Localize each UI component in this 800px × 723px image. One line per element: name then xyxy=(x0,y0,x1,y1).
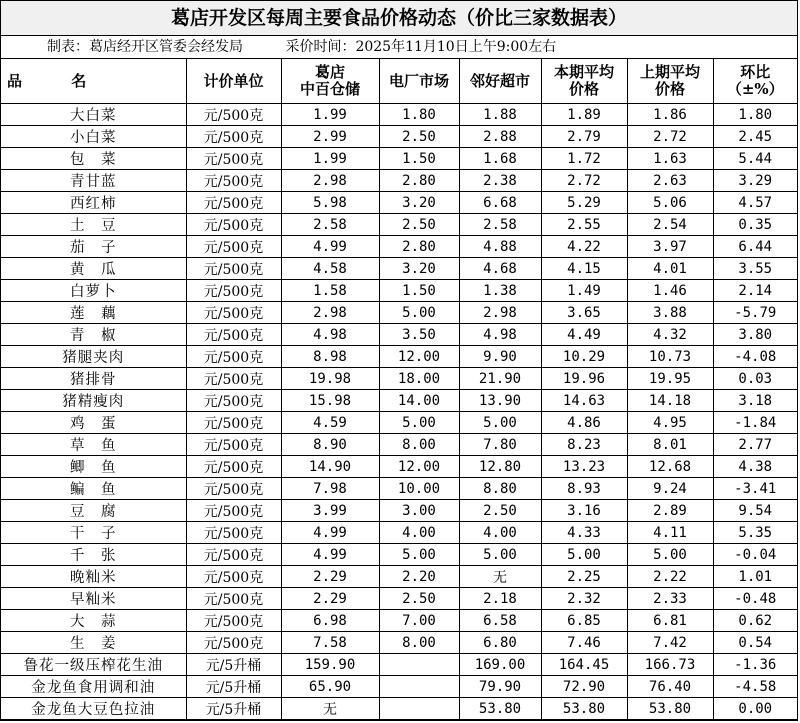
header-store-linhao: 邻好超市 xyxy=(459,59,541,104)
price-zhongbai: 6.98 xyxy=(281,610,379,632)
price-zhongbai: 4.98 xyxy=(281,324,379,346)
price-zhongbai: 19.98 xyxy=(281,368,379,390)
avg-previous: 2.54 xyxy=(627,214,713,236)
price-linhao: 53.80 xyxy=(459,698,541,720)
avg-current: 164.45 xyxy=(541,654,627,676)
avg-previous: 10.73 xyxy=(627,346,713,368)
price-dianchang: 14.00 xyxy=(379,390,459,412)
price-zhongbai: 159.90 xyxy=(281,654,379,676)
table-body xyxy=(1,104,797,720)
item-name: 小白菜 xyxy=(1,126,186,148)
price-zhongbai: 1.58 xyxy=(281,280,379,302)
avg-current: 2.25 xyxy=(541,566,627,588)
avg-previous: 2.63 xyxy=(627,170,713,192)
item-name: 猪精瘦肉 xyxy=(1,390,186,412)
price-unit: 元/500克 xyxy=(186,500,281,522)
price-zhongbai: 4.99 xyxy=(281,236,379,258)
avg-current: 4.15 xyxy=(541,258,627,280)
price-linhao: 1.38 xyxy=(459,280,541,302)
avg-current: 5.29 xyxy=(541,192,627,214)
change-percent: 3.55 xyxy=(713,258,797,280)
item-name: 千 张 xyxy=(1,544,186,566)
table-row xyxy=(1,302,797,324)
item-name: 青 椒 xyxy=(1,324,186,346)
header-avg-previous-line1: 上期平均 xyxy=(639,63,700,81)
price-linhao: 无 xyxy=(459,566,541,588)
price-linhao: 1.88 xyxy=(459,104,541,126)
header-avg-previous-line2: 价格 xyxy=(654,80,685,98)
avg-previous: 76.40 xyxy=(627,676,713,698)
price-zhongbai: 4.99 xyxy=(281,544,379,566)
header-change-line2: （±%） xyxy=(726,80,784,98)
change-percent: 0.03 xyxy=(713,368,797,390)
item-name: 西红柿 xyxy=(1,192,186,214)
price-linhao: 2.38 xyxy=(459,170,541,192)
avg-current: 6.85 xyxy=(541,610,627,632)
price-linhao: 13.90 xyxy=(459,390,541,412)
table-row xyxy=(1,104,797,126)
price-unit: 元/500克 xyxy=(186,632,281,654)
table-row xyxy=(1,148,797,170)
avg-previous: 3.88 xyxy=(627,302,713,324)
price-unit: 元/5升桶 xyxy=(186,676,281,698)
price-zhongbai: 4.59 xyxy=(281,412,379,434)
price-linhao: 79.90 xyxy=(459,676,541,698)
avg-current: 5.00 xyxy=(541,544,627,566)
table-row xyxy=(1,456,797,478)
table-row xyxy=(1,170,797,192)
change-percent: -0.48 xyxy=(713,588,797,610)
price-unit: 元/500克 xyxy=(186,148,281,170)
item-name: 金龙鱼食用调和油 xyxy=(1,676,186,698)
change-percent: 3.29 xyxy=(713,170,797,192)
table-row xyxy=(1,390,797,412)
avg-previous: 14.18 xyxy=(627,390,713,412)
price-dianchang xyxy=(379,654,459,676)
price-unit: 元/500克 xyxy=(186,544,281,566)
price-zhongbai: 4.99 xyxy=(281,522,379,544)
header-store-dianchang: 电厂市场 xyxy=(379,59,459,104)
table-row xyxy=(1,698,797,720)
avg-previous: 5.00 xyxy=(627,544,713,566)
price-linhao: 1.68 xyxy=(459,148,541,170)
price-linhao: 4.00 xyxy=(459,522,541,544)
price-dianchang: 7.00 xyxy=(379,610,459,632)
avg-current: 53.80 xyxy=(541,698,627,720)
price-dianchang: 8.00 xyxy=(379,632,459,654)
change-percent: 6.44 xyxy=(713,236,797,258)
avg-previous: 2.33 xyxy=(627,588,713,610)
price-unit: 元/500克 xyxy=(186,236,281,258)
item-name: 早籼米 xyxy=(1,588,186,610)
table-row xyxy=(1,346,797,368)
change-percent: 2.14 xyxy=(713,280,797,302)
change-percent: -5.79 xyxy=(713,302,797,324)
table-row xyxy=(1,522,797,544)
price-linhao: 9.90 xyxy=(459,346,541,368)
avg-previous: 9.24 xyxy=(627,478,713,500)
change-percent: 5.44 xyxy=(713,148,797,170)
avg-current: 1.72 xyxy=(541,148,627,170)
avg-current: 10.29 xyxy=(541,346,627,368)
price-unit: 元/500克 xyxy=(186,434,281,456)
price-unit: 元/5升桶 xyxy=(186,698,281,720)
change-percent: 0.35 xyxy=(713,214,797,236)
avg-current: 4.22 xyxy=(541,236,627,258)
price-zhongbai: 7.58 xyxy=(281,632,379,654)
header-store-zhongbai-line1: 葛店 xyxy=(314,63,345,81)
price-linhao: 6.80 xyxy=(459,632,541,654)
change-percent: -3.41 xyxy=(713,478,797,500)
table-row xyxy=(1,654,797,676)
avg-previous: 3.97 xyxy=(627,236,713,258)
price-linhao: 6.68 xyxy=(459,192,541,214)
avg-current: 8.23 xyxy=(541,434,627,456)
price-zhongbai: 2.58 xyxy=(281,214,379,236)
price-unit: 元/500克 xyxy=(186,478,281,500)
header-avg-current-line2: 价格 xyxy=(568,80,599,98)
avg-previous: 166.73 xyxy=(627,654,713,676)
avg-current: 1.89 xyxy=(541,104,627,126)
price-dianchang: 1.80 xyxy=(379,104,459,126)
table-row xyxy=(1,236,797,258)
header-unit: 计价单位 xyxy=(186,59,281,104)
price-unit: 元/500克 xyxy=(186,170,281,192)
price-linhao: 169.00 xyxy=(459,654,541,676)
table-row xyxy=(1,588,797,610)
price-dianchang: 8.00 xyxy=(379,434,459,456)
avg-previous: 5.06 xyxy=(627,192,713,214)
sheet-meta xyxy=(1,36,797,59)
avg-current: 13.23 xyxy=(541,456,627,478)
avg-current: 2.55 xyxy=(541,214,627,236)
price-dianchang: 10.00 xyxy=(379,478,459,500)
price-zhongbai: 7.98 xyxy=(281,478,379,500)
price-zhongbai: 2.29 xyxy=(281,588,379,610)
change-percent: 3.18 xyxy=(713,390,797,412)
avg-current: 3.16 xyxy=(541,500,627,522)
header-row xyxy=(1,59,797,104)
price-zhongbai: 8.98 xyxy=(281,346,379,368)
avg-previous: 4.11 xyxy=(627,522,713,544)
price-dianchang: 2.50 xyxy=(379,588,459,610)
item-name: 大 蒜 xyxy=(1,610,186,632)
price-linhao: 21.90 xyxy=(459,368,541,390)
avg-previous: 19.95 xyxy=(627,368,713,390)
header-change-line1: 环比 xyxy=(740,63,771,81)
price-dianchang: 5.00 xyxy=(379,412,459,434)
item-name: 土 豆 xyxy=(1,214,186,236)
table-row xyxy=(1,192,797,214)
table-row xyxy=(1,478,797,500)
header-avg-current-line1: 本期平均 xyxy=(553,63,614,81)
change-percent: 0.62 xyxy=(713,610,797,632)
header-store-zhongbai xyxy=(281,59,379,104)
item-name: 猪排骨 xyxy=(1,368,186,390)
price-linhao: 2.88 xyxy=(459,126,541,148)
item-name: 鲫 鱼 xyxy=(1,456,186,478)
avg-previous: 53.80 xyxy=(627,698,713,720)
change-percent: 9.54 xyxy=(713,500,797,522)
table-row xyxy=(1,676,797,698)
change-percent: 0.00 xyxy=(713,698,797,720)
item-name: 鸡 蛋 xyxy=(1,412,186,434)
avg-current: 2.79 xyxy=(541,126,627,148)
price-zhongbai: 2.98 xyxy=(281,302,379,324)
price-zhongbai: 2.29 xyxy=(281,566,379,588)
change-percent: 1.01 xyxy=(713,566,797,588)
price-dianchang xyxy=(379,698,459,720)
price-linhao: 4.88 xyxy=(459,236,541,258)
price-unit: 元/500克 xyxy=(186,126,281,148)
avg-previous: 2.72 xyxy=(627,126,713,148)
table-row xyxy=(1,126,797,148)
price-dianchang: 2.80 xyxy=(379,236,459,258)
price-dianchang: 3.00 xyxy=(379,500,459,522)
price-dianchang: 2.50 xyxy=(379,126,459,148)
price-dianchang: 2.80 xyxy=(379,170,459,192)
price-dianchang: 4.00 xyxy=(379,522,459,544)
table-row xyxy=(1,566,797,588)
avg-previous: 1.46 xyxy=(627,280,713,302)
price-unit: 元/500克 xyxy=(186,258,281,280)
avg-current: 8.93 xyxy=(541,478,627,500)
price-zhongbai: 65.90 xyxy=(281,676,379,698)
price-dianchang: 2.50 xyxy=(379,214,459,236)
sheet-title: 葛店开发区每周主要食品价格动态（价比三家数据表） xyxy=(1,1,797,36)
item-name: 茄 子 xyxy=(1,236,186,258)
price-table xyxy=(1,59,797,720)
change-percent: -4.58 xyxy=(713,676,797,698)
header-avg-previous xyxy=(627,59,713,104)
change-percent: 4.38 xyxy=(713,456,797,478)
avg-previous: 2.89 xyxy=(627,500,713,522)
price-linhao: 12.80 xyxy=(459,456,541,478)
change-percent: 2.45 xyxy=(713,126,797,148)
avg-current: 2.72 xyxy=(541,170,627,192)
change-percent: 3.80 xyxy=(713,324,797,346)
avg-current: 7.46 xyxy=(541,632,627,654)
avg-current: 1.49 xyxy=(541,280,627,302)
change-percent: -1.36 xyxy=(713,654,797,676)
price-linhao: 8.80 xyxy=(459,478,541,500)
price-unit: 元/500克 xyxy=(186,302,281,324)
price-linhao: 2.50 xyxy=(459,500,541,522)
price-zhongbai: 4.58 xyxy=(281,258,379,280)
price-unit: 元/500克 xyxy=(186,368,281,390)
price-linhao: 5.00 xyxy=(459,544,541,566)
price-unit: 元/500克 xyxy=(186,104,281,126)
change-percent: -4.08 xyxy=(713,346,797,368)
item-name: 白萝卜 xyxy=(1,280,186,302)
item-name: 草 鱼 xyxy=(1,434,186,456)
price-dianchang: 12.00 xyxy=(379,346,459,368)
change-percent: 2.77 xyxy=(713,434,797,456)
avg-previous: 1.86 xyxy=(627,104,713,126)
table-row xyxy=(1,412,797,434)
avg-current: 14.63 xyxy=(541,390,627,412)
item-name: 干 子 xyxy=(1,522,186,544)
price-unit: 元/500克 xyxy=(186,324,281,346)
price-unit: 元/500克 xyxy=(186,610,281,632)
price-zhongbai: 14.90 xyxy=(281,456,379,478)
collection-time-text: 采价时间：2025年11月10日上午9:00左右 xyxy=(285,39,557,55)
price-unit: 元/500克 xyxy=(186,192,281,214)
item-name: 鳊 鱼 xyxy=(1,478,186,500)
price-unit: 元/500克 xyxy=(186,214,281,236)
header-store-zhongbai-line2: 中百仓储 xyxy=(299,80,360,98)
item-name: 黄 瓜 xyxy=(1,258,186,280)
price-zhongbai: 无 xyxy=(281,698,379,720)
avg-current: 4.86 xyxy=(541,412,627,434)
price-dianchang: 1.50 xyxy=(379,280,459,302)
price-zhongbai: 2.98 xyxy=(281,170,379,192)
price-zhongbai: 5.98 xyxy=(281,192,379,214)
table-row xyxy=(1,280,797,302)
price-linhao: 4.98 xyxy=(459,324,541,346)
maker-text: 制表：葛店经开区管委会经发局 xyxy=(47,39,243,55)
price-unit: 元/500克 xyxy=(186,412,281,434)
item-name: 生 姜 xyxy=(1,632,186,654)
avg-previous: 6.81 xyxy=(627,610,713,632)
avg-previous: 12.68 xyxy=(627,456,713,478)
header-change xyxy=(713,59,797,104)
table-row xyxy=(1,324,797,346)
price-linhao: 2.58 xyxy=(459,214,541,236)
price-dianchang: 1.50 xyxy=(379,148,459,170)
price-unit: 元/5升桶 xyxy=(186,654,281,676)
item-name: 豆 腐 xyxy=(1,500,186,522)
price-dianchang: 3.20 xyxy=(379,192,459,214)
price-linhao: 4.68 xyxy=(459,258,541,280)
change-percent: 0.54 xyxy=(713,632,797,654)
price-unit: 元/500克 xyxy=(186,566,281,588)
price-unit: 元/500克 xyxy=(186,588,281,610)
price-dianchang: 5.00 xyxy=(379,302,459,324)
avg-current: 4.33 xyxy=(541,522,627,544)
price-linhao: 2.98 xyxy=(459,302,541,324)
change-percent: 1.80 xyxy=(713,104,797,126)
price-linhao: 2.18 xyxy=(459,588,541,610)
item-name: 猪腿夹肉 xyxy=(1,346,186,368)
avg-current: 19.96 xyxy=(541,368,627,390)
item-name: 青甘蓝 xyxy=(1,170,186,192)
header-name: 品 名 xyxy=(1,59,186,104)
change-percent: 4.57 xyxy=(713,192,797,214)
avg-previous: 7.42 xyxy=(627,632,713,654)
table-row xyxy=(1,544,797,566)
avg-previous: 4.95 xyxy=(627,412,713,434)
item-name: 包 菜 xyxy=(1,148,186,170)
price-dianchang: 2.20 xyxy=(379,566,459,588)
price-dianchang: 12.00 xyxy=(379,456,459,478)
price-dianchang: 18.00 xyxy=(379,368,459,390)
item-name: 晚籼米 xyxy=(1,566,186,588)
price-unit: 元/500克 xyxy=(186,522,281,544)
price-zhongbai: 8.90 xyxy=(281,434,379,456)
price-linhao: 5.00 xyxy=(459,412,541,434)
avg-previous: 4.01 xyxy=(627,258,713,280)
price-zhongbai: 15.98 xyxy=(281,390,379,412)
price-linhao: 6.58 xyxy=(459,610,541,632)
avg-previous: 4.32 xyxy=(627,324,713,346)
avg-current: 3.65 xyxy=(541,302,627,324)
avg-previous: 1.63 xyxy=(627,148,713,170)
table-row xyxy=(1,500,797,522)
item-name: 莲 藕 xyxy=(1,302,186,324)
price-zhongbai: 2.99 xyxy=(281,126,379,148)
table-row xyxy=(1,434,797,456)
avg-current: 72.90 xyxy=(541,676,627,698)
table-row xyxy=(1,214,797,236)
change-percent: 5.35 xyxy=(713,522,797,544)
avg-previous: 8.01 xyxy=(627,434,713,456)
avg-previous: 2.22 xyxy=(627,566,713,588)
price-linhao: 7.80 xyxy=(459,434,541,456)
table-row xyxy=(1,632,797,654)
header-avg-current xyxy=(541,59,627,104)
table-row xyxy=(1,258,797,280)
table-row xyxy=(1,610,797,632)
item-name: 鲁花一级压榨花生油 xyxy=(1,654,186,676)
change-percent: -0.04 xyxy=(713,544,797,566)
price-unit: 元/500克 xyxy=(186,456,281,478)
price-dianchang: 5.00 xyxy=(379,544,459,566)
price-unit: 元/500克 xyxy=(186,390,281,412)
price-dianchang: 3.50 xyxy=(379,324,459,346)
avg-current: 2.32 xyxy=(541,588,627,610)
item-name: 大白菜 xyxy=(1,104,186,126)
item-name: 金龙鱼大豆色拉油 xyxy=(1,698,186,720)
price-zhongbai: 1.99 xyxy=(281,104,379,126)
avg-current: 4.49 xyxy=(541,324,627,346)
price-dianchang xyxy=(379,676,459,698)
price-dianchang: 3.20 xyxy=(379,258,459,280)
price-unit: 元/500克 xyxy=(186,346,281,368)
table-row xyxy=(1,368,797,390)
price-zhongbai: 3.99 xyxy=(281,500,379,522)
price-unit: 元/500克 xyxy=(186,280,281,302)
price-zhongbai: 1.99 xyxy=(281,148,379,170)
change-percent: -1.84 xyxy=(713,412,797,434)
